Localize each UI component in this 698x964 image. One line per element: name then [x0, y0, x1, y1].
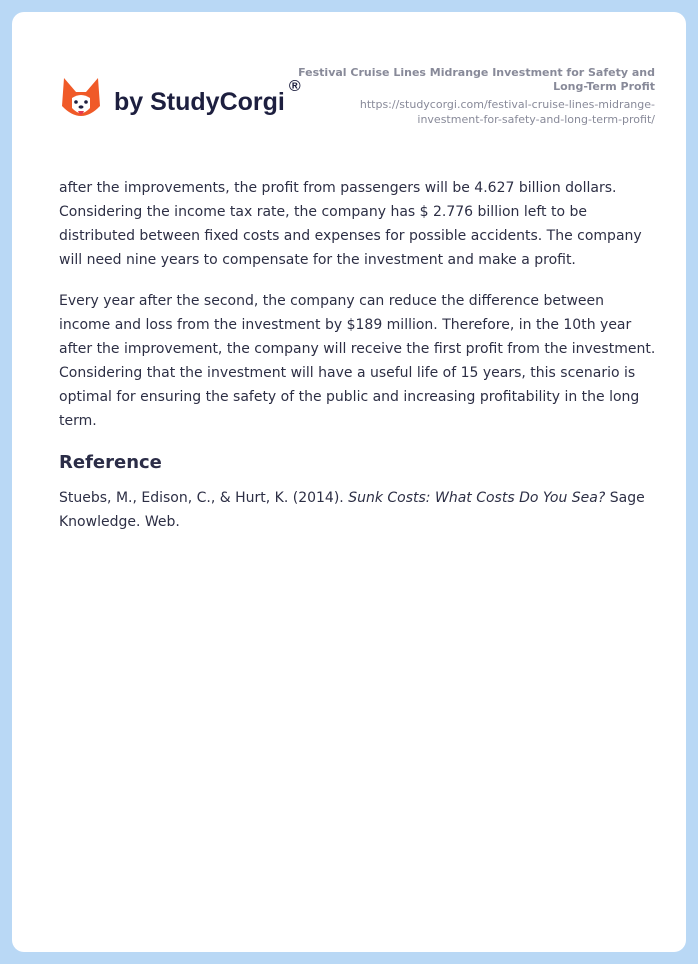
reference-heading: Reference — [59, 452, 162, 473]
paragraph: after the improvements, the profit from passengers will be 4.627 billion dollars. Considering the income tax rate, the company has $ 2.776 billion left to be distributed between fixed costs and expenses for possible accidents. The company will need nine years to compensate for the investment and make a profit. — [59, 180, 642, 268]
document-body — [59, 176, 659, 551]
paragraph: Every year after the second, the company can reduce the difference between income and loss from the investment by $189 million. Therefore, in the 10th year after the improvement, the company will receive the first profit from the investment. Considering that the investment will have a useful life of 15 years, this scenario is optimal for ensuring the safety of the public and increasing profitability in the long term. — [59, 293, 656, 429]
document-meta — [295, 66, 655, 127]
document-title: Festival Cruise Lines Midrange Investment for Safety and Long-Term Profit — [298, 66, 655, 93]
logo-text: by StudyCorgi® — [114, 77, 301, 116]
studycorgi-logo[interactable] — [60, 76, 301, 122]
page — [12, 12, 686, 952]
corgi-icon — [60, 76, 102, 122]
document-url[interactable]: https://studycorgi.com/festival-cruise-lines-midrange-investment-for-safety-and-long-term-profit/ — [359, 98, 655, 126]
reference-entry: Stuebs, M., Edison, C., & Hurt, K. (2014). Sunk Costs: What Costs Do You Sea? Sage Knowledge. Web. — [59, 490, 645, 530]
